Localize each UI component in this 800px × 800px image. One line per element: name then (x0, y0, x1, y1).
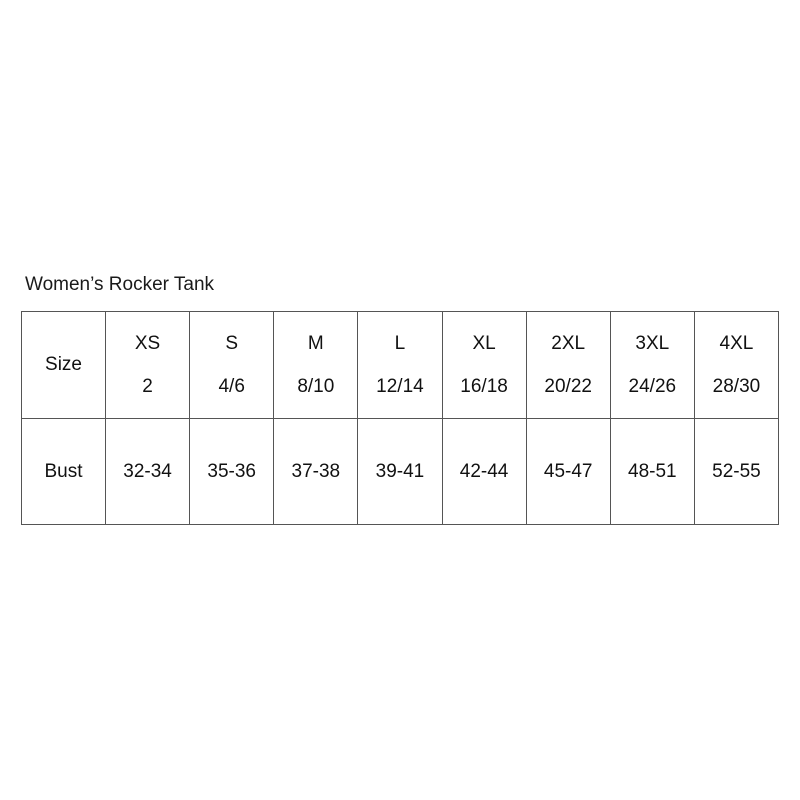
size-name: XS (134, 332, 161, 354)
size-cell (274, 312, 358, 419)
size-cell (610, 312, 694, 419)
size-number: 20/22 (544, 375, 592, 397)
bust-cell: 42-44 (442, 419, 526, 525)
size-row-header: Size (22, 312, 106, 419)
bust-cell: 52-55 (694, 419, 778, 525)
bust-row (22, 419, 779, 525)
bust-cell: 32-34 (106, 419, 190, 525)
size-name: XL (472, 332, 496, 354)
bust-cell: 37-38 (274, 419, 358, 525)
size-cell (694, 312, 778, 419)
size-cell (106, 312, 190, 419)
bust-cell: 45-47 (526, 419, 610, 525)
bust-row-header: Bust (22, 419, 106, 525)
size-name: S (225, 332, 239, 354)
size-cell (190, 312, 274, 419)
size-name: 4XL (719, 332, 754, 354)
size-number: 4/6 (218, 375, 245, 397)
size-name: 2XL (551, 332, 586, 354)
size-row (22, 312, 779, 419)
size-number: 2 (142, 375, 153, 397)
size-table (21, 311, 779, 525)
bust-cell: 48-51 (610, 419, 694, 525)
size-number: 16/18 (460, 375, 508, 397)
size-cell (442, 312, 526, 419)
size-number: 24/26 (628, 375, 677, 397)
bust-cell: 35-36 (190, 419, 274, 525)
bust-cell: 39-41 (358, 419, 442, 525)
size-cell (526, 312, 610, 419)
size-number: 8/10 (297, 375, 335, 397)
size-number: 12/14 (376, 375, 424, 397)
chart-title: Women’s Rocker Tank (25, 274, 215, 295)
size-number: 28/30 (712, 375, 761, 397)
size-name: M (307, 332, 324, 354)
size-name: 3XL (635, 332, 670, 354)
size-name: L (394, 332, 406, 354)
size-cell (358, 312, 442, 419)
